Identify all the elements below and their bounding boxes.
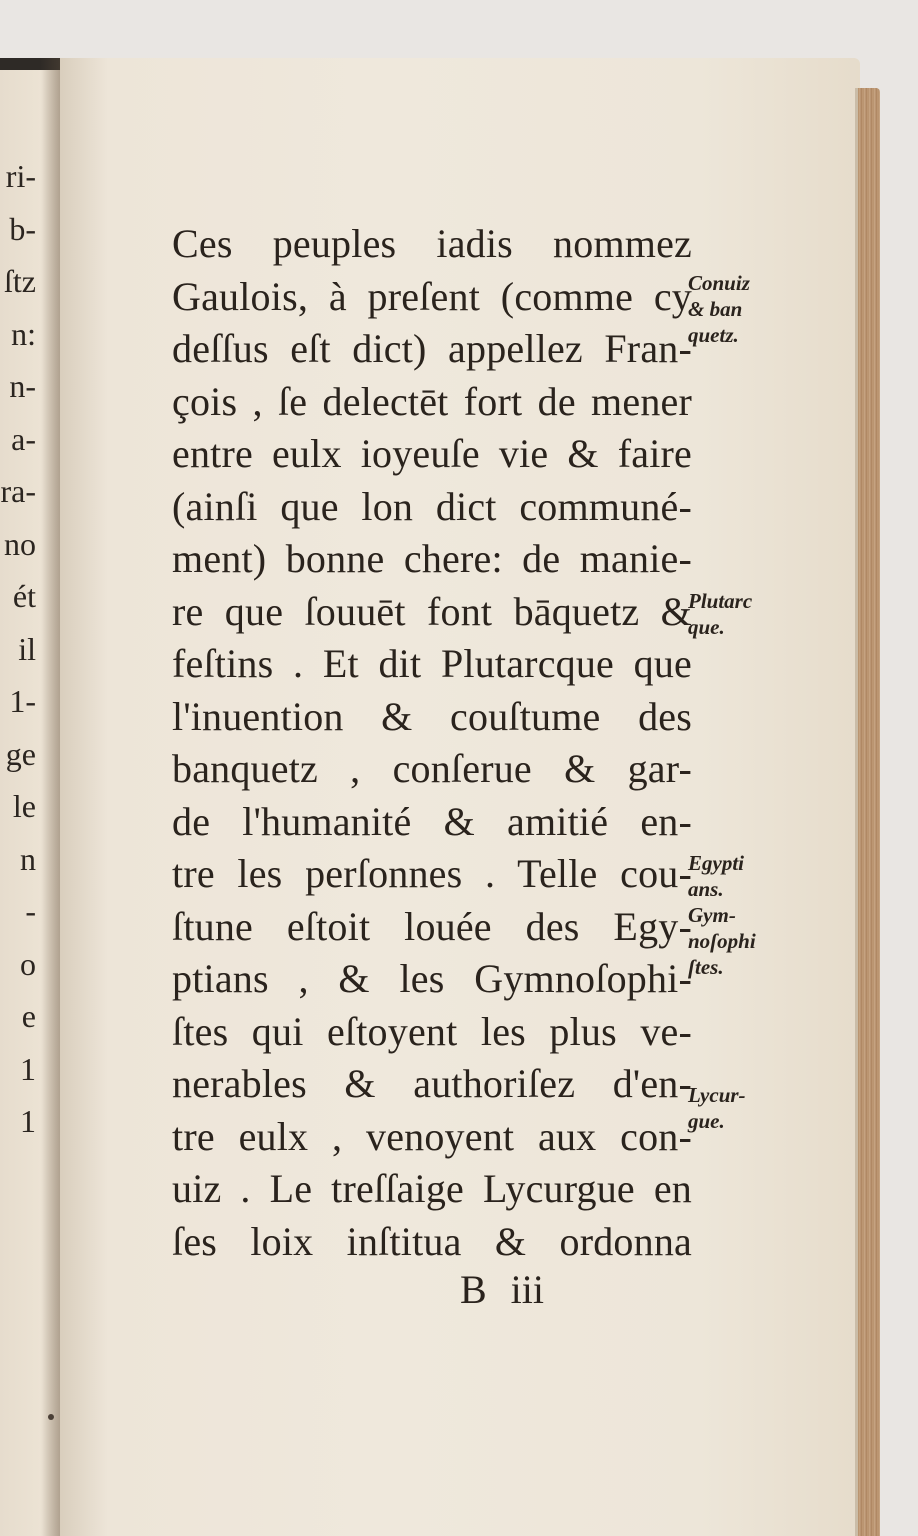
text-line: tre les perſonnes . Telle cou- [172,851,692,896]
text-line: uiz . Le treſſaige Lycurgue en [172,1166,692,1211]
left-page-fragment: e [21,998,36,1034]
page-block-edge [858,88,880,1536]
left-page-fragment: no [4,525,36,562]
margin-note-line: noſophi [688,929,756,953]
text-line: (ainſi que lon dict communé- [172,483,692,529]
margin-note-conuiz [688,270,808,348]
left-page-fragment: n [20,840,36,877]
left-page-fragment: - [25,893,36,929]
text-line: banquetz , conſerue & gar- [172,746,692,791]
margin-note-line: Egypti [688,851,744,875]
margin-note-line: Lycur- [688,1083,746,1107]
margin-note-line: Plutarc [688,589,753,613]
text-line: ſtes qui eſtoyent les plus ve- [172,1008,692,1054]
left-page-fragment [0,1253,40,1306]
text-line: Gaulois, à preſent (comme cy [172,273,692,319]
left-page-fragment: o [20,945,36,982]
left-page-fragment: ra- [0,473,36,509]
left-page-fragment [0,1148,40,1201]
main-text-block [172,218,692,1268]
right-page [60,58,860,1536]
margin-note-line: que. [688,615,725,639]
left-page-fragment: a- [11,420,36,457]
text-line: tre eulx , venoyent aux con- [172,1113,692,1159]
left-page-fragment: 1- [9,683,36,719]
left-page-fragment: n: [11,315,36,352]
margin-note-line: ans. [688,877,724,901]
left-page-fragments [0,150,40,1305]
left-page-fragment: ri- [5,158,36,194]
left-page-fragment: ét [12,578,36,614]
margin-note-line: Gym- [688,903,736,927]
left-page-fragment: 1 [20,1103,36,1139]
left-page-fragment: le [12,788,36,824]
left-page-fragment: n- [9,368,36,404]
signature-mark: B iii [460,1267,545,1312]
margin-note-line: ſtes. [688,955,724,979]
text-line: nerables & authoriſez d'en- [172,1061,692,1106]
text-line: de l'humanité & amitié en- [172,798,692,844]
text-line: çois , ſe delectēt fort de mener [172,378,692,424]
margin-note-line: Conuiz [688,271,750,295]
left-page-fragment [0,1200,40,1253]
text-line: entre eulx ioyeuſe vie & faire [172,431,692,476]
left-page-fragment: 1 [20,1050,36,1087]
margin-note-lycurgue [688,1082,808,1134]
left-page-fragment: il [18,630,36,667]
text-line: l'inuention & couſtume des [172,693,692,739]
left-page-fragment: ſtz [4,263,36,299]
margin-note-line: & ban [688,297,743,321]
margin-note-line: quetz. [688,323,739,347]
left-page-fragment: ge [5,735,36,772]
text-line: ment) bonne chere: de manie- [172,536,692,581]
left-page-fragment: b- [9,210,36,247]
text-line: ſtune eſtoit louée des Egy- [172,903,692,949]
text-line: Ces peuples iadis nommez [172,221,692,266]
text-line: deſſus eſt dict) appellez Fran- [172,326,692,371]
margin-note-line: gue. [688,1109,725,1133]
paper-speck [48,1414,54,1420]
text-line: re que ſouuēt font bāquetz & [172,588,692,634]
margin-note-egyptians [688,850,808,980]
text-line: ſes loix inſtitua & ordonna [172,1218,692,1264]
margin-note-plutarcque [688,588,808,640]
text-line: ptians , & les Gymnoſophi- [172,956,692,1001]
text-line: feſtins . Et dit Plutarcque que [172,641,692,686]
